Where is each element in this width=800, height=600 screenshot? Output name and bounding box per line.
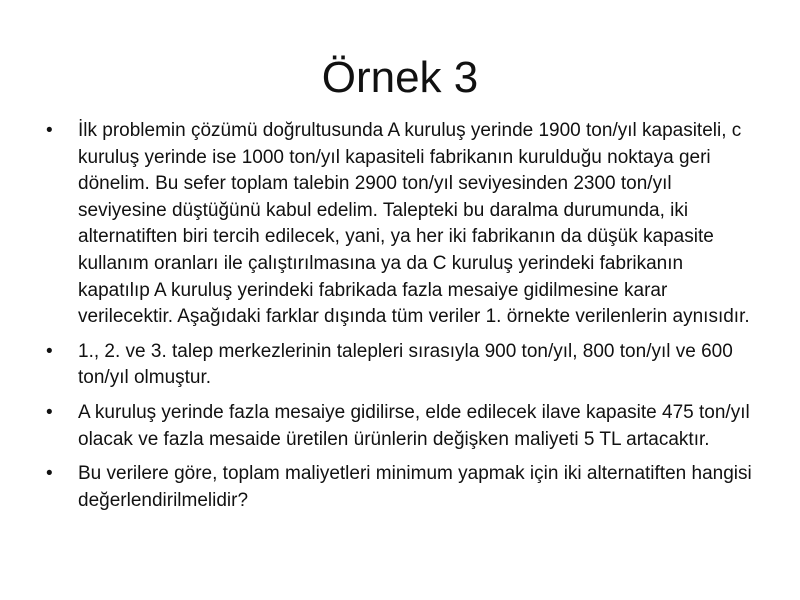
bullet-item-1 [46, 118, 760, 331]
bullet-dot-icon: • [46, 401, 53, 423]
bullet-item-2 [46, 339, 760, 392]
bullet-item-4 [46, 461, 760, 514]
bullet-text-1: İlk problemin çözümü doğrultusunda A kuruluş yerinde 1900 ton/yıl kapasiteli, c kuruluş yerinde ise 1000 ton/yıl kapasiteli fabrikanın kurulduğu noktaya geri dönelim. Bu sefer toplam talebin 2900 ton/yıl seviyesinden 2300 ton/yıl seviyesine düştüğünü kabul edelim. Talepteki bu daralma durumunda, iki alternatiften biri tercih edilecek, yani, ya her iki fabrikanın da düşük kapasite kullanım oranları ile çalıştırılmasına ya da C kuruluş yerindeki fabrikanın kapatılıp A kuruluş yerindeki fabrikada fazla mesaiye gidilmesine karar verilecektir. Aşağıdaki farklar dışında tüm veriler 1. örnekte verilenlerin aynısıdır. [78, 120, 750, 328]
bullet-text-4: Bu verilere göre, toplam maliyetleri minimum yapmak için iki alternatiften hangisi değerlendirilmelidir? [78, 463, 752, 511]
bullet-item-3 [46, 400, 760, 453]
slide-title: Örnek 3 [321, 53, 479, 102]
bullet-dot-icon: • [46, 463, 53, 485]
bullet-list [46, 118, 760, 522]
bullet-dot-icon: • [46, 340, 53, 362]
bullet-text-3: A kuruluş yerinde fazla mesaiye gidilirse, elde edilecek ilave kapasite 475 ton/yıl olacak ve fazla mesaide üretilen ürünlerin değişken maliyeti 5 TL artacaktır. [78, 401, 750, 450]
bullet-dot-icon: • [46, 120, 53, 141]
bullet-text-2: 1., 2. ve 3. talep merkezlerinin talepleri sırasıyla 900 ton/yıl, 800 ton/yıl ve 600 ton/yıl olmuştur. [78, 340, 733, 389]
